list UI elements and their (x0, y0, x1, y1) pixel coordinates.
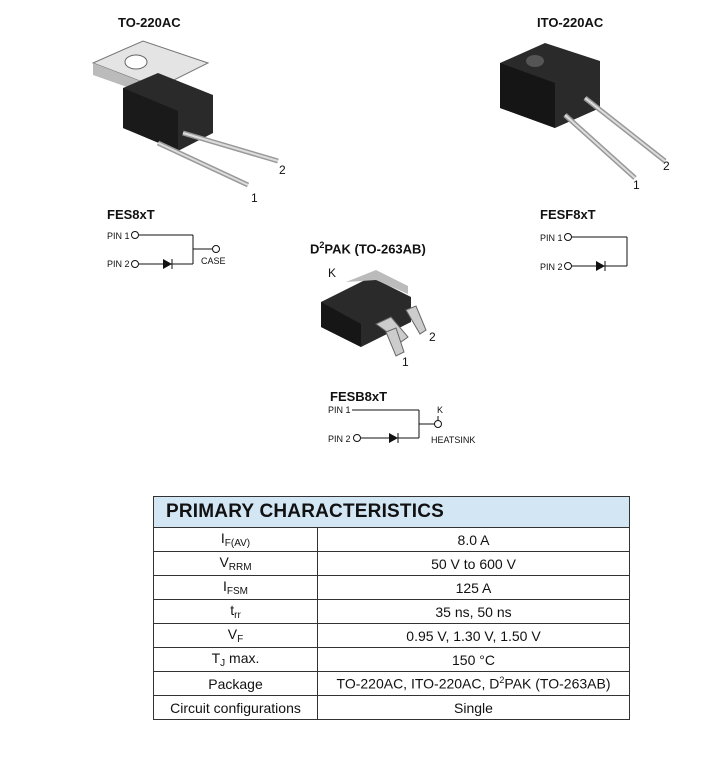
param-cell (154, 528, 318, 552)
fesf-pin1-label: PIN 1 (540, 233, 563, 243)
param-symbol: I (220, 530, 225, 546)
d2pak-pin2-label: 2 (429, 330, 436, 344)
fesb-pin1-label: PIN 1 (328, 405, 351, 415)
fesf-circuit-diagram (563, 230, 633, 275)
package-value-part: PAK (TO-263AB) (504, 675, 611, 692)
table-row (154, 672, 630, 696)
value-cell: 125 A (318, 576, 630, 600)
fes-pin2-label: PIN 2 (107, 259, 130, 269)
fesb-k-label: K (437, 405, 444, 415)
param-cell: Circuit configurations (154, 696, 318, 720)
fes8xt-part-number: FES8xT (107, 207, 155, 222)
fesb-heatsink-label: HEATSINK (431, 435, 476, 445)
param-cell (154, 648, 318, 672)
value-cell: 150 °C (318, 648, 630, 672)
table-row (154, 624, 630, 648)
table-row (154, 528, 630, 552)
ito220-title: ITO-220AC (537, 15, 604, 30)
param-symbol: I (223, 578, 227, 594)
table-row (154, 552, 630, 576)
param-symbol: t (230, 602, 235, 618)
d2pak-k-label: K (328, 266, 337, 280)
to220-title: TO-220AC (118, 15, 181, 30)
fesf-pin2-label: PIN 2 (540, 262, 563, 272)
fesb-circuit-diagram (352, 402, 447, 447)
ito220-package-image (495, 33, 680, 188)
table-title: PRIMARY CHARACTERISTICS (154, 497, 630, 528)
param-cell (154, 600, 318, 624)
package-value-part: TO-220AC, ITO-220AC, D (336, 675, 500, 692)
ito220-pin2-label: 2 (663, 159, 670, 173)
d2pak-package-image (316, 262, 436, 362)
to220-package-image (88, 33, 298, 208)
param-cell: Package (154, 672, 318, 696)
value-cell (318, 672, 630, 696)
param-cell (154, 576, 318, 600)
to220-pin2-label: 2 (279, 163, 286, 177)
primary-characteristics-table (153, 496, 630, 720)
fes-case-label: CASE (201, 256, 226, 266)
value-cell: 0.95 V, 1.30 V, 1.50 V (318, 624, 630, 648)
table-row (154, 696, 630, 720)
value-cell: 8.0 A (318, 528, 630, 552)
d2pak-title-prefix: D (310, 241, 320, 257)
table-row (154, 600, 630, 624)
d2pak-pin1-label: 1 (402, 355, 409, 369)
param-subscript: RRM (228, 562, 252, 573)
param-subscript: F(AV) (224, 538, 251, 549)
fes-circuit-diagram (130, 225, 230, 270)
param-cell (154, 552, 318, 576)
ito220-pin1-label: 1 (633, 178, 640, 192)
diode-icon (596, 261, 605, 271)
value-cell: Single (318, 696, 630, 720)
to220-pin1-label: 1 (251, 191, 258, 205)
fesb8xt-part-number: FESB8xT (330, 389, 388, 404)
table-row (154, 648, 630, 672)
fes-pin1-label: PIN 1 (107, 231, 130, 241)
param-symbol: V (227, 626, 238, 642)
table-row (154, 576, 630, 600)
d2pak-title-suffix: PAK (TO-263AB) (324, 241, 426, 257)
diode-icon (163, 259, 172, 269)
diode-icon (389, 433, 398, 443)
param-symbol: V (219, 554, 229, 570)
param-suffix: max. (225, 650, 260, 666)
package-value-sup: 2 (499, 675, 505, 686)
param-subscript: rr (234, 610, 241, 621)
fesb-pin2-label: PIN 2 (328, 434, 351, 444)
value-cell: 50 V to 600 V (318, 552, 630, 576)
value-cell: 35 ns, 50 ns (318, 600, 630, 624)
param-symbol: T (211, 650, 221, 666)
d2pak-title (310, 240, 426, 256)
param-subscript: FSM (226, 586, 248, 597)
fesf8xt-part-number: FESF8xT (540, 207, 596, 222)
param-subscript: J (220, 658, 226, 669)
param-cell (154, 624, 318, 648)
d2pak-title-sup: 2 (319, 240, 325, 250)
param-subscript: F (237, 634, 244, 645)
